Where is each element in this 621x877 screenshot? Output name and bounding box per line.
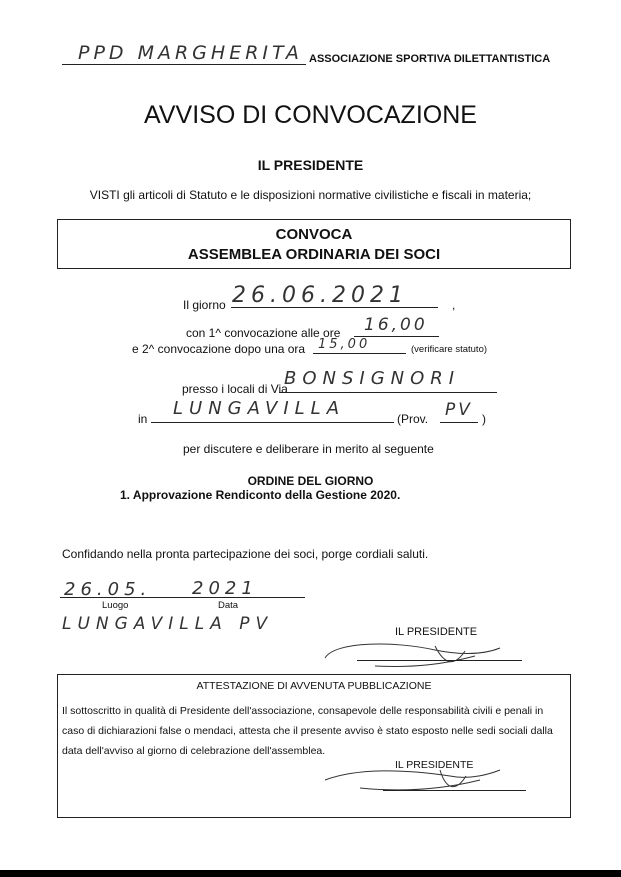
city-label: in — [138, 412, 148, 426]
visti-text: VISTI gli articoli di Statuto e le disposizioni normative civilistiche e fiscali in materia; — [89, 188, 532, 202]
place-label: Luogo — [102, 600, 129, 611]
association-type: ASSOCIAZIONE SPORTIVA DILETTANTISTICA — [309, 53, 551, 65]
first-call-label: con 1^ convocazione alle ore — [186, 326, 341, 340]
day-value: 26.06.2021 — [232, 283, 408, 308]
day-label: Il giorno — [183, 298, 226, 312]
attestation-president-label: IL PRESIDENTE — [395, 759, 474, 771]
second-call-note: (verificare statuto) — [411, 344, 488, 355]
day-underline — [231, 307, 438, 308]
president-signature-label: IL PRESIDENTE — [395, 626, 478, 638]
second-call-underline — [313, 353, 406, 354]
president-signature-underline — [357, 660, 522, 661]
signature-date-underline — [60, 597, 305, 598]
purpose-text: per discutere e deliberare in merito al seguente — [183, 442, 434, 456]
prov-label: (Prov. — [397, 412, 429, 426]
city-value: LUNGAVILLA — [173, 398, 346, 419]
agenda-heading: ORDINE DEL GIORNO — [247, 474, 374, 488]
date-label: Data — [218, 600, 239, 611]
second-call-label: e 2^ convocazione dopo una ora — [132, 342, 306, 356]
scan-edge — [0, 870, 621, 877]
document-title: AVVISO DI CONVOCAZIONE — [144, 101, 477, 129]
assembly-type-label: ASSEMBLEA ORDINARIA DEI SOCI — [187, 246, 441, 263]
city-underline — [151, 422, 394, 423]
prov-close: ) — [482, 412, 486, 426]
place-value: LUNGAVILLA PV — [62, 614, 274, 634]
signature-year-value: 2021 — [192, 578, 258, 599]
second-call-value: 15,00 — [318, 337, 371, 352]
agenda-item: 1. Approvazione Rendiconto della Gestione 2020. — [120, 488, 401, 502]
attestation-heading: ATTESTAZIONE DI AVVENUTA PUBBLICAZIONE — [196, 680, 432, 692]
convoca-box — [57, 219, 571, 269]
first-call-value: 16,00 — [364, 315, 428, 335]
venue-value: BONSIGNORI — [284, 368, 461, 389]
club-name-underline — [62, 64, 306, 65]
convoca-label: CONVOCA — [275, 226, 353, 243]
attestation-signature-scribble — [320, 762, 510, 802]
attestation-body: Il sottoscritto in qualità di Presidente dell'associazione, consapevole delle responsabilità civili e penali in caso di dichiarazioni false o mendaci, attesta che il presente avviso è stato esposto nelle sedi sociali dalla data dell'avviso al giorno di celebrazione dell'assemblea. — [62, 705, 553, 757]
president-heading: IL PRESIDENTE — [257, 157, 364, 173]
venue-label: presso i locali di Via — [182, 382, 288, 396]
president-signature-scribble — [315, 636, 515, 676]
closing-text: Confidando nella pronta partecipazione dei soci, porge cordiali saluti. — [62, 547, 429, 561]
day-suffix: , — [452, 298, 456, 312]
prov-underline — [440, 422, 478, 423]
prov-value: PV — [445, 400, 473, 420]
club-name-handwritten: PPD MARGHERITA — [78, 42, 303, 64]
venue-underline — [279, 392, 497, 393]
signature-date-value: 26.05. — [64, 579, 152, 600]
attestation-signature-underline — [383, 790, 526, 791]
